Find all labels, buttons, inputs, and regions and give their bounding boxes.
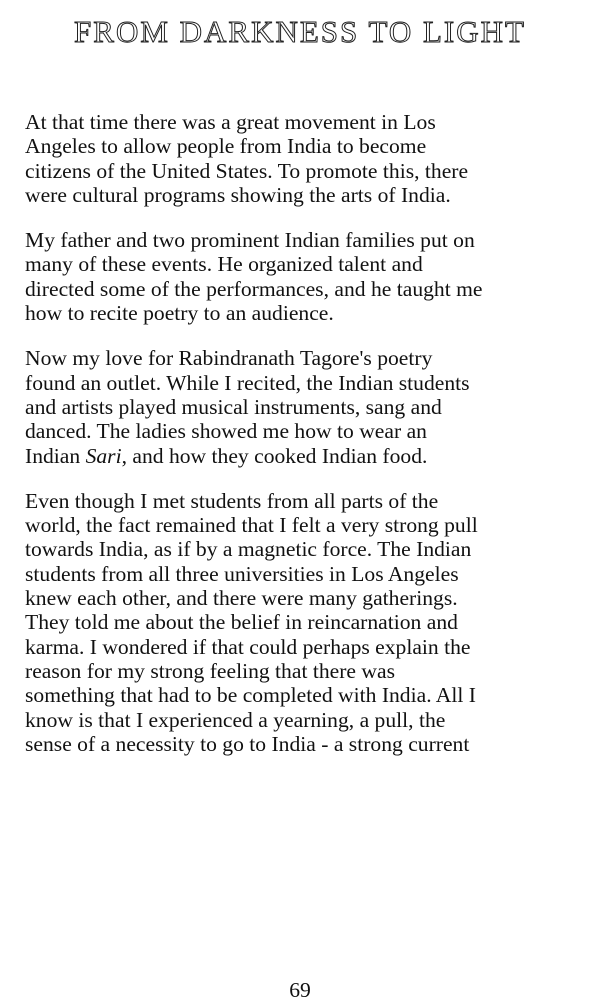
text-line: towards India, as if by a magnetic force. The Indian: [25, 537, 472, 562]
text-line: [25, 444, 573, 468]
text-line: world, the fact remained that I felt a very strong pull: [25, 513, 478, 538]
text-line: sense of a necessity to go to India - a strong current: [25, 731, 470, 756]
text-line: Now my love for Rabindranath Tagore's poetry: [25, 346, 433, 371]
text-line: know is that I experienced a yearning, a pull, the: [25, 707, 446, 732]
italic-word: Sari: [85, 443, 122, 468]
text-line: They told me about the belief in reincarnation and: [25, 610, 458, 635]
text-line: reason for my strong feeling that there was: [25, 658, 395, 683]
text-line: At that time there was a great movement in Los: [25, 110, 436, 134]
paragraph-4: [25, 489, 573, 756]
paragraph-1: [25, 110, 573, 207]
text-line: something that had to be completed with India. All I: [25, 683, 476, 708]
page-number: 69: [289, 978, 311, 1002]
text-line: knew each other, and there were many gatherings.: [25, 586, 458, 611]
paragraph-2: [25, 228, 573, 325]
body-text: [25, 110, 573, 777]
paragraph-3: [25, 346, 573, 467]
text-segment: , and how they cooked Indian food.: [121, 443, 428, 468]
text-line: karma. I wondered if that could perhaps explain the: [25, 634, 471, 659]
text-line: danced. The ladies showed me how to wear an: [25, 419, 427, 444]
text-segment: Indian: [25, 443, 86, 468]
text-line: Even though I met students from all parts of the: [25, 488, 439, 513]
text-line: Angeles to allow people from India to become: [25, 134, 427, 159]
text-line: were cultural programs showing the arts of India.: [25, 182, 451, 207]
text-line: many of these events. He organized talent and: [25, 252, 423, 277]
text-line: students from all three universities in Los Angeles: [25, 561, 459, 586]
text-line: how to recite poetry to an audience.: [25, 301, 334, 326]
text-line: My father and two prominent Indian families put on: [25, 228, 475, 253]
text-line: directed some of the performances, and he taught me: [25, 276, 483, 301]
text-line: and artists played musical instruments, sang and: [25, 394, 442, 419]
text-line: citizens of the United States. To promote this, there: [25, 158, 469, 183]
running-head: FROM DARKNESS TO LIGHT: [74, 14, 526, 49]
text-line: found an outlet. While I recited, the Indian students: [25, 370, 470, 395]
